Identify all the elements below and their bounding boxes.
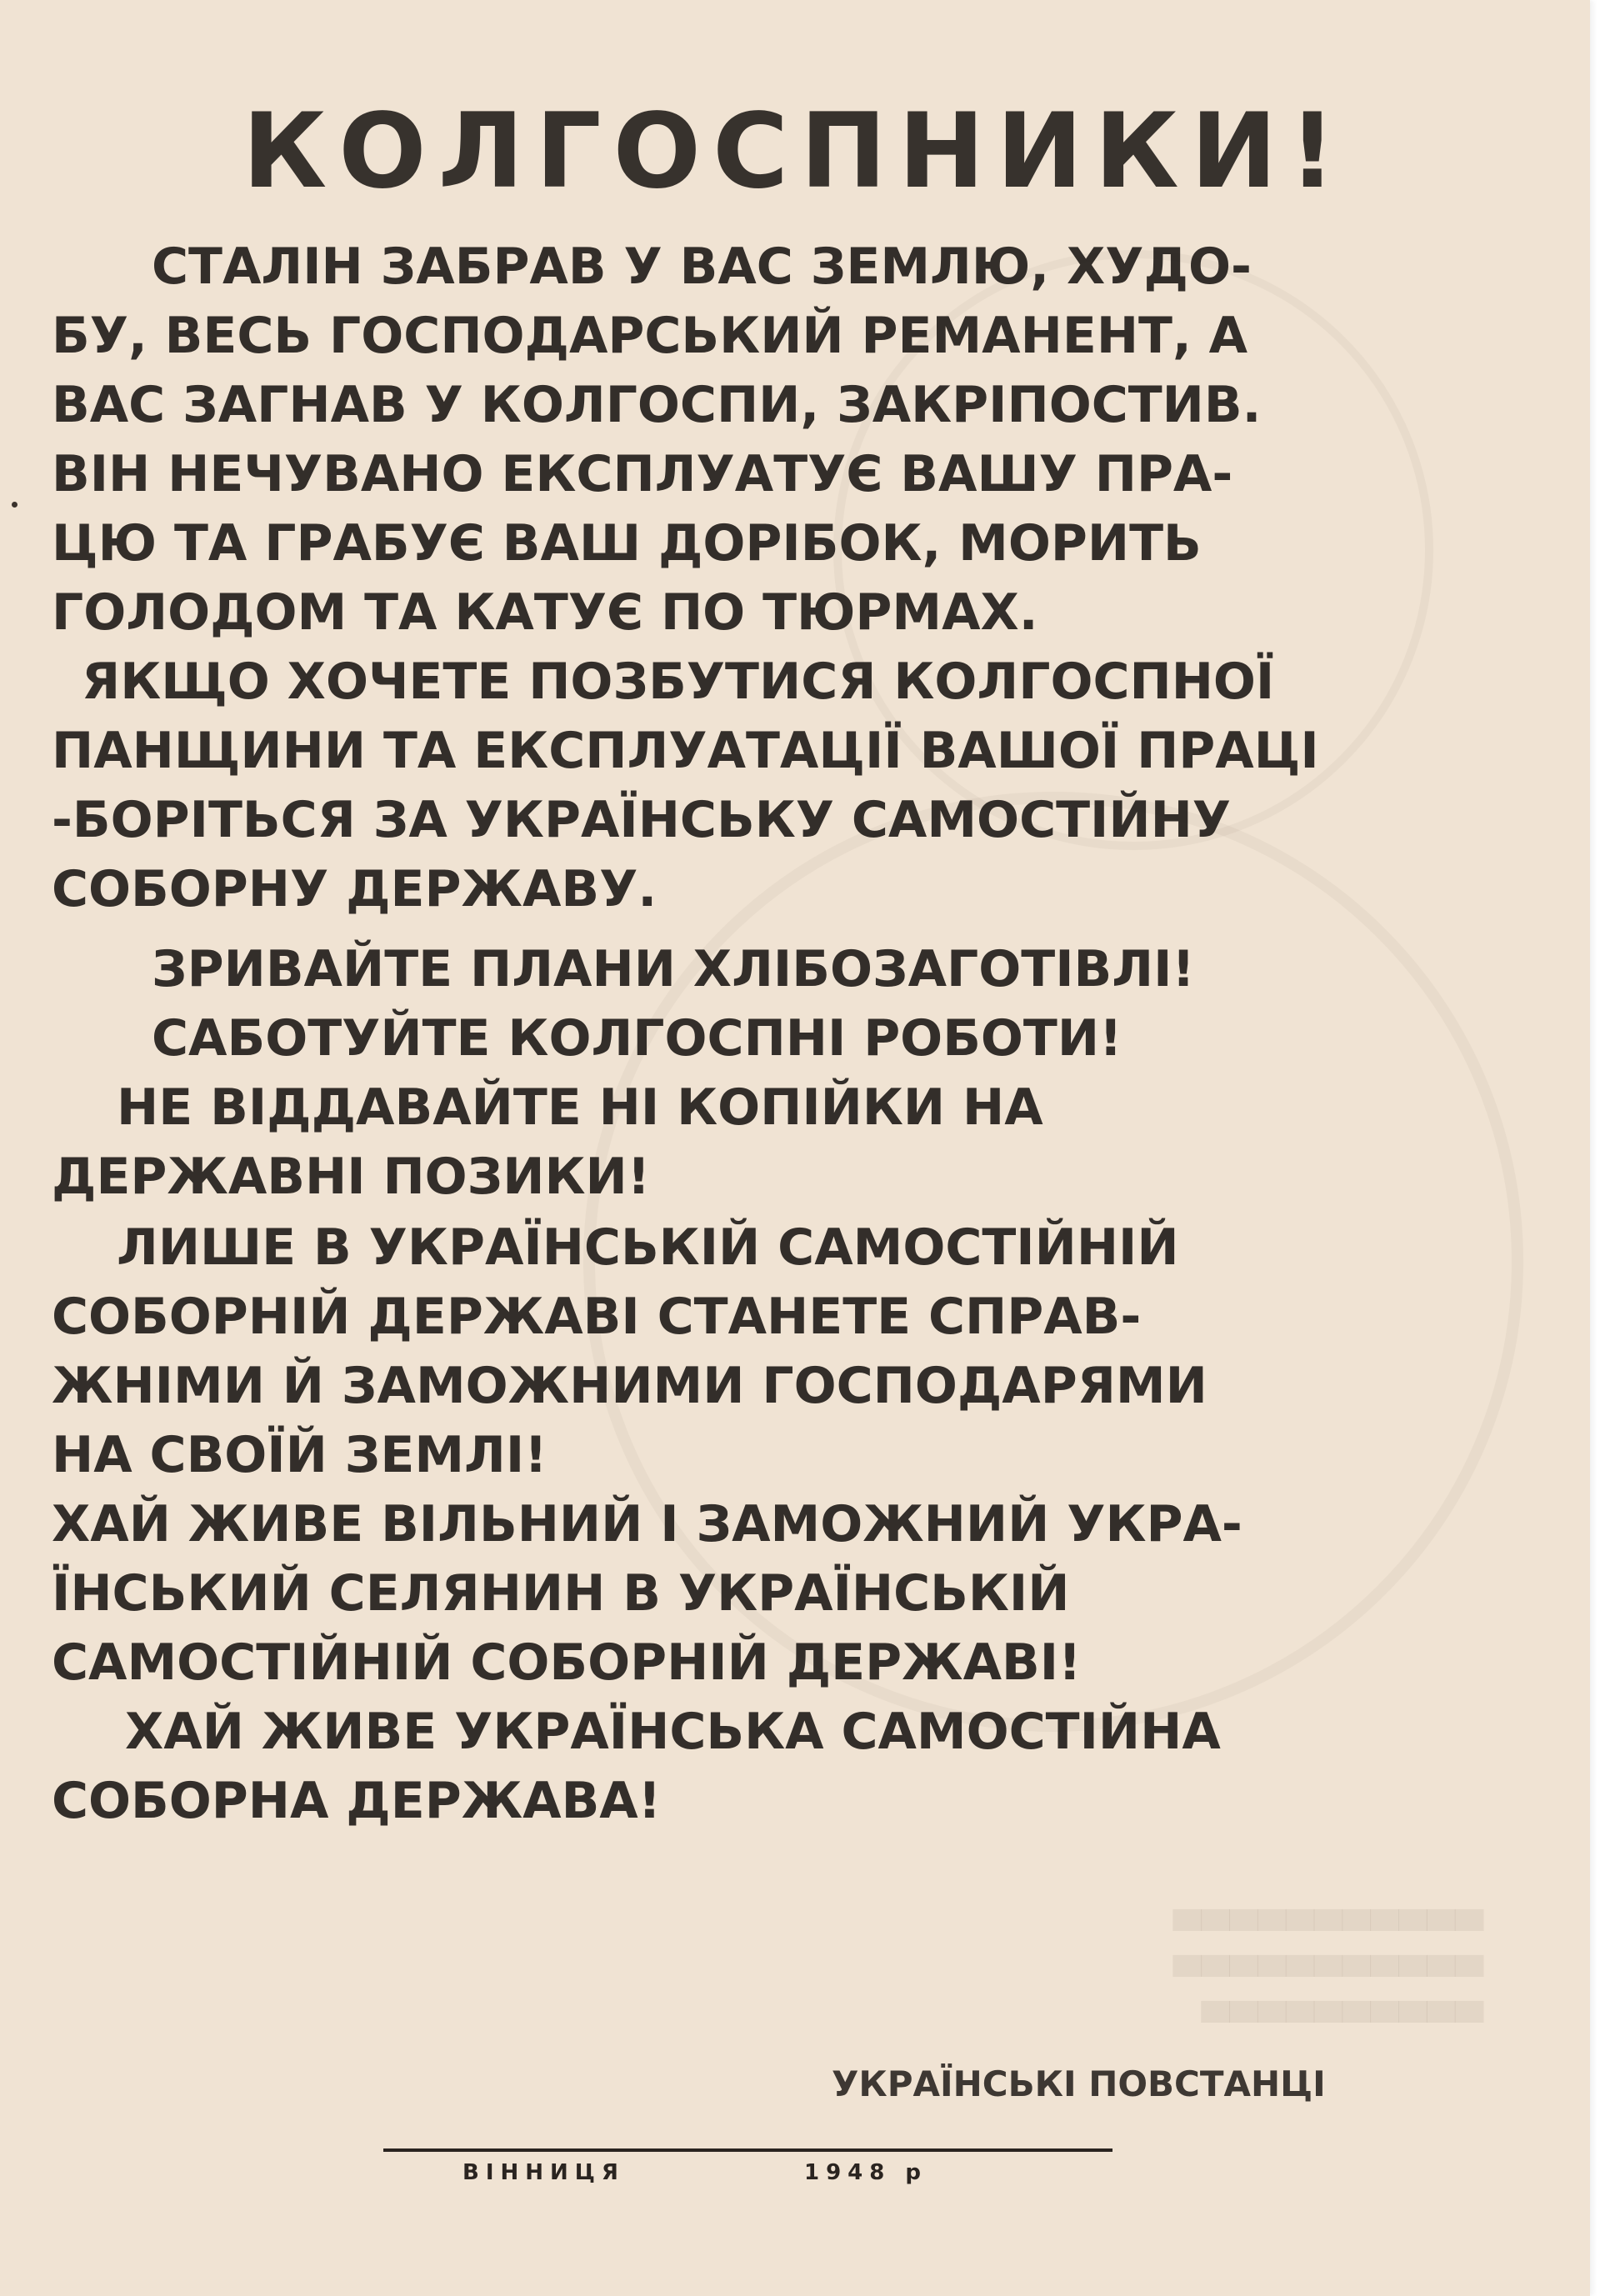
- text-line: ЖНІМИ Й ЗАМОЖНИМИ ГОСПОДАРЯМИ: [52, 1357, 1208, 1415]
- imprint-rule: [383, 2148, 1112, 2152]
- text-line: НЕ ВІДДАВАЙТЕ НІ КОПІЙКИ НА: [117, 1078, 1043, 1137]
- text-line: ВІН НЕЧУВАНО ЕКСПЛУАТУЄ ВАШУ ПРА-: [52, 445, 1233, 503]
- text-line: ЇНСЬКИЙ СЕЛЯНИН В УКРАЇНСЬКІЙ: [52, 1564, 1070, 1623]
- text-line: САМОСТІЙНІЙ СОБОРНІЙ ДЕРЖАВІ!: [52, 1633, 1082, 1692]
- text-line: ПАНЩИНИ ТА ЕКСПЛУАТАЦІЇ ВАШОЇ ПРАЦІ: [52, 722, 1319, 780]
- text-line: ХАЙ ЖИВЕ УКРАЇНСЬКА САМОСТІЙНА: [125, 1703, 1221, 1761]
- text-line: -БОРІТЬСЯ ЗА УКРАЇНСЬКУ САМОСТІЙНУ: [52, 791, 1232, 849]
- text-line: ЛИШЕ В УКРАЇНСЬКІЙ САМОСТІЙНІЙ: [117, 1218, 1179, 1277]
- text-line: ЦЮ ТА ГРАБУЄ ВАШ ДОРІБОК, МОРИТЬ: [52, 514, 1202, 573]
- text-line: ЗРИВАЙТЕ ПЛАНИ ХЛІБОЗАГОТІВЛІ!: [152, 940, 1195, 998]
- text-line: НА СВОЇЙ ЗЕМЛІ!: [52, 1426, 548, 1484]
- imprint-city: ВІННИЦЯ: [462, 2160, 625, 2185]
- text-line: СОБОРНА ДЕРЖАВА!: [52, 1772, 662, 1830]
- text-line: ХАЙ ЖИВЕ ВІЛЬНИЙ І ЗАМОЖНИЙ УКРА-: [52, 1495, 1242, 1553]
- signature: УКРАЇНСЬКІ ПОВСТАНЦІ: [832, 2063, 1326, 2104]
- text-line: ВАС ЗАГНАВ У КОЛГОСПИ, ЗАКРІПОСТИВ.: [52, 376, 1262, 434]
- imprint-year: 1948 р: [804, 2160, 928, 2185]
- text-line: СТАЛІН ЗАБРАВ У ВАС ЗЕМЛЮ, ХУДО-: [152, 238, 1252, 296]
- text-line: ДЕРЖАВНІ ПОЗИКИ!: [52, 1148, 651, 1206]
- text-line: СОБОРНІЙ ДЕРЖАВІ СТАНЕТЕ СПРАВ-: [52, 1288, 1142, 1346]
- text-line: БУ, ВЕСЬ ГОСПОДАРСЬКИЙ РЕМАНЕНТ, А: [52, 307, 1248, 365]
- ink-speck: [12, 502, 18, 508]
- leaflet-title: КОЛГОСПНИКИ!: [242, 92, 1348, 212]
- text-line: ГОЛОДОМ ТА КАТУЄ ПО ТЮРМАХ.: [52, 583, 1038, 642]
- text-line: ЯКЩО ХОЧЕТЕ ПОЗБУТИСЯ КОЛГОСПНОЇ: [82, 653, 1275, 711]
- reverse-side-bleed: ▀▀▀▀▀▀▀▀▀▀▀ ▀▀▀▀▀▀▀▀▀▀▀ ▀▀▀▀▀▀▀▀▀▀: [1172, 1910, 1483, 2044]
- text-line: СОБОРНУ ДЕРЖАВУ.: [52, 860, 658, 918]
- text-line: САБОТУЙТЕ КОЛГОСПНІ РОБОТИ!: [152, 1009, 1122, 1068]
